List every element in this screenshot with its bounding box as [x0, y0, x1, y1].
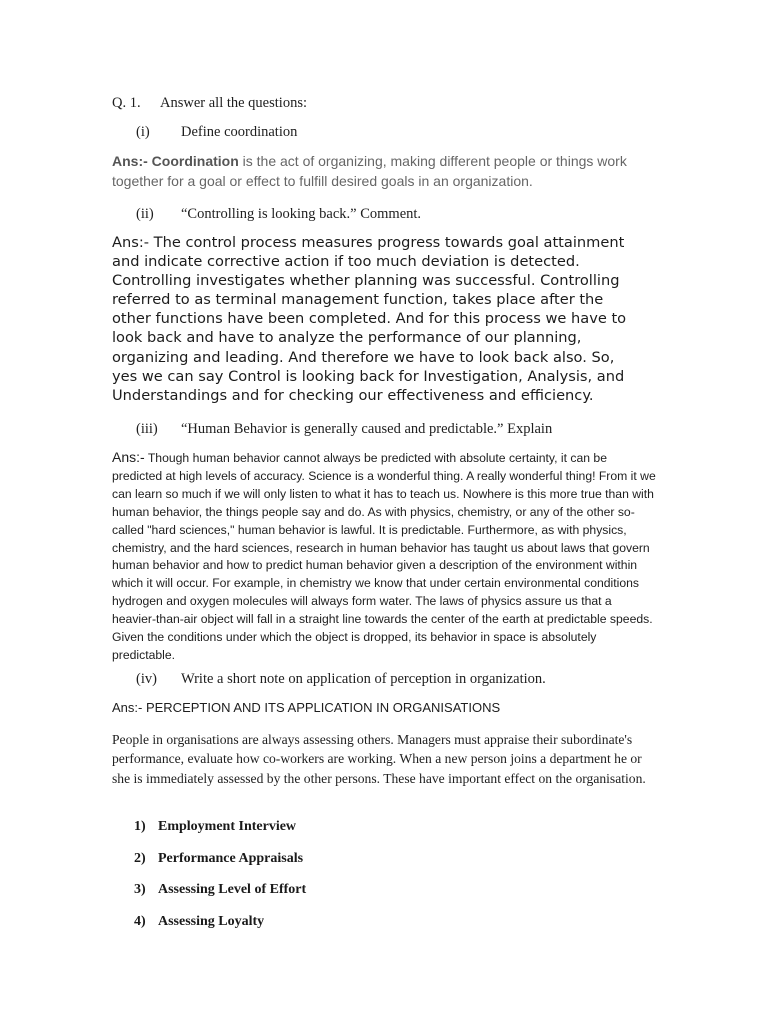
answer-prefix: Ans:- Coordination [112, 153, 239, 169]
answer-heading: Ans:- PERCEPTION AND ITS APPLICATION IN ORGANISATIONS [112, 700, 501, 715]
question-number: Q. 1. [112, 95, 141, 111]
list-number: 3) [134, 882, 146, 897]
list-number: 2) [134, 851, 146, 866]
list-item [134, 819, 297, 835]
answer-perception-paragraph: People in organisations are always assessing others. Managers must appraise their subordinate's performance, evaluate how co-workers are working. When a new person joins a department he or she is immediately assessed by the other persons. These have important effect on the organisation. [112, 732, 646, 786]
item-number: (ii) [136, 206, 154, 222]
list-item [134, 851, 304, 867]
list-number: 1) [134, 819, 146, 834]
list-label: Performance Appraisals [158, 851, 304, 866]
answer-text: Though human behavior cannot always be predicted with absolute certainty, it can be predicted at high levels of accuracy. Science is a wonderful thing. A really wonderful thing! From it we can learn so much if we will only listen to what it has to teach us. Nowhere is this more true than with human behavior, the things people say and do. As with physics, chemistry, or any of the other so-called "hard sciences," human behavior is lawful. It is predictable. Furthermore, as with physics, chemistry, and the hard sciences, research in human behavior has taught us about laws that govern human behavior and how to predict human behavior given a description of the environment within which it will occur. For example, in chemistry we know that under certain environmental conditions hydrogen and oxygen molecules will always form water. The laws of physics assure us that a heavier-than-air object will fall in a straight line towards the center of the earth at predictable speeds. Given the conditions under which the object is dropped, its behavior in space is absolutely predictable. [112, 451, 656, 662]
answer-coordination [112, 152, 652, 191]
item-question: Define coordination [181, 124, 298, 140]
item-question: “Human Behavior is generally caused and predictable.” Explain [181, 421, 553, 437]
item-question: Write a short note on application of perception in organization. [181, 671, 546, 687]
list-label: Assessing Loyalty [158, 914, 265, 929]
answer-text: is the act of organizing, making different people or things work together for a goal or effect to fulfill desired goals in an organization. [112, 153, 627, 189]
item-number: (iii) [136, 421, 158, 437]
list-number: 4) [134, 914, 146, 929]
item-question: “Controlling is looking back.” Comment. [181, 206, 422, 222]
list-label: Assessing Level of Effort [158, 882, 307, 897]
item-number: (i) [136, 124, 150, 140]
answer-controlling: Ans:- The control process measures progress towards goal attainment and indicate corrective action if too much deviation is detected. Controlling investigates whether planning was successful. Controlling referred to as terminal management function, takes place after the other functions have been completed. And for this process we have to look back and have to analyze the performance of our planning, organizing and leading. And therefore we have to look back also. So, yes we can say Control is looking back for Investigation, Analysis, and Understandings and for checking our effectiveness and efficiency. [112, 234, 627, 404]
question-instruction: Answer all the questions: [160, 95, 307, 111]
list-item [134, 882, 307, 898]
list-item [134, 914, 265, 930]
answer-prefix: Ans:- [112, 449, 145, 465]
item-number: (iv) [136, 671, 157, 687]
answer-human-behavior [112, 449, 657, 665]
list-label: Employment Interview [158, 819, 297, 834]
